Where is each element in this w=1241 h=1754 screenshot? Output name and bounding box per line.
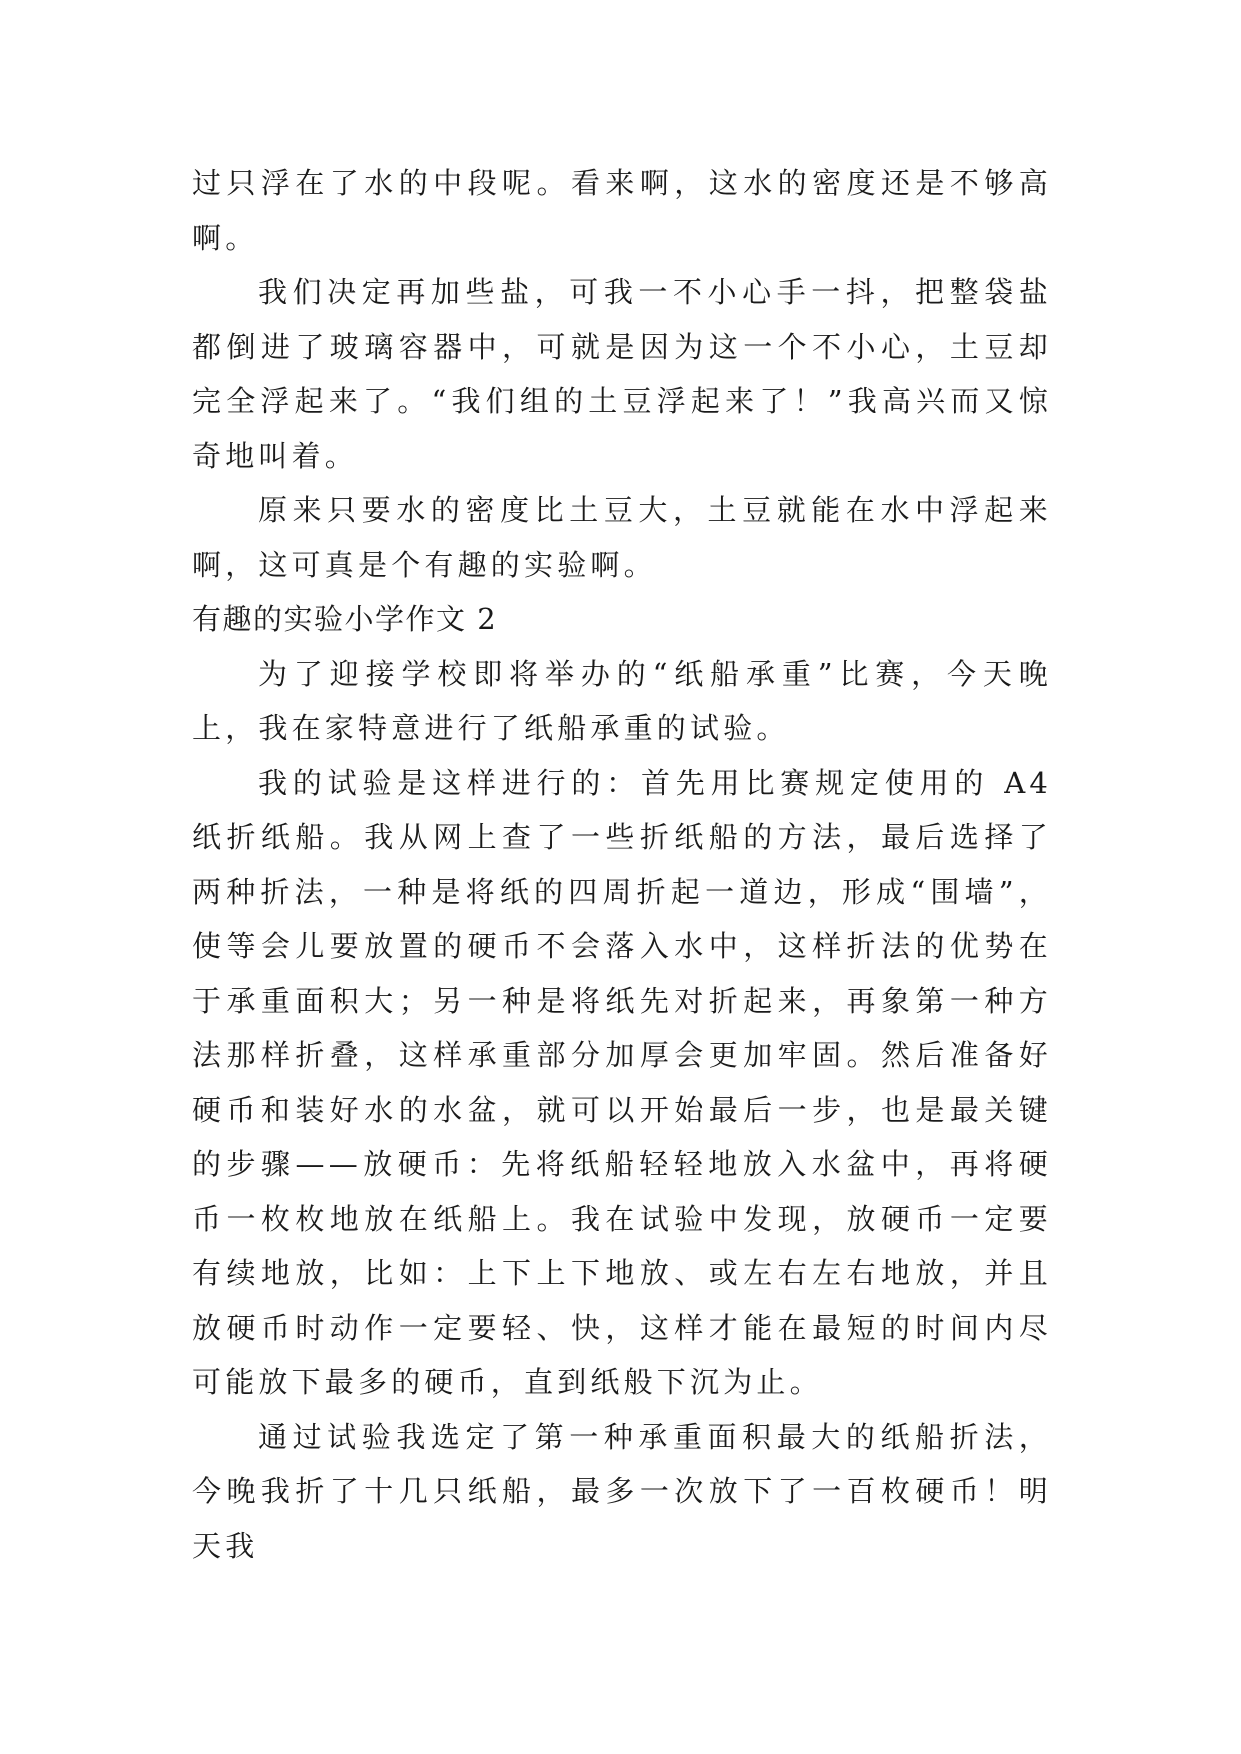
paragraph: 我们决定再加些盐，可我一不小心手一抖，把整袋盐都倒进了玻璃容器中，可就是因为这一个不小心，土豆却完全浮起来了。“我们组的土豆浮起来了！”我高兴而又惊奇地叫着。: [192, 275, 1052, 473]
paragraph: 原来只要水的密度比土豆大，土豆就能在水中浮起来啊，这可真是个有趣的实验啊。: [192, 493, 1052, 582]
paragraph: 我的试验是这样进行的：首先用比赛规定使用的 A4 纸折纸船。我从网上查了一些折纸船的方法，最后选择了两种折法，一种是将纸的四周折起一道边，形成“围墙”，使等会儿要放置的硬币不会落入水中，这样折法的优势在于承重面积大；另一种是将纸先对折起来，再象第一种方法那样折叠，这样承重部分加厚会更加牢固。然后准备好硬币和装好水的水盆，就可以开始最后一步，也是最关键的步骤——放硬币：先将纸船轻轻地放入水盆中，再将硬币一枚枚地放在纸船上。我在试验中发现，放硬币一定要有续地放，比如：上下上下地放、或左右左右地放，并且放硬币时动作一定要轻、快，这样才能在最短的时间内尽可能放下最多的硬币，直到纸般下沉为止。: [192, 765, 1052, 1399]
paragraph: 为了迎接学校即将举办的“纸船承重”比赛，今天晚上，我在家特意进行了纸船承重的试验。: [192, 656, 1052, 745]
paragraph: 过只浮在了水的中段呢。看来啊，这水的密度还是不够高啊。: [192, 166, 1052, 255]
paragraph: 通过试验我选定了第一种承重面积最大的纸船折法，今晚我折了十几只纸船，最多一次放下了一百枚硬币！明天我: [192, 1419, 1052, 1563]
section-title: 有趣的实验小学作文 2: [192, 602, 498, 636]
document-body: [192, 156, 1052, 1573]
